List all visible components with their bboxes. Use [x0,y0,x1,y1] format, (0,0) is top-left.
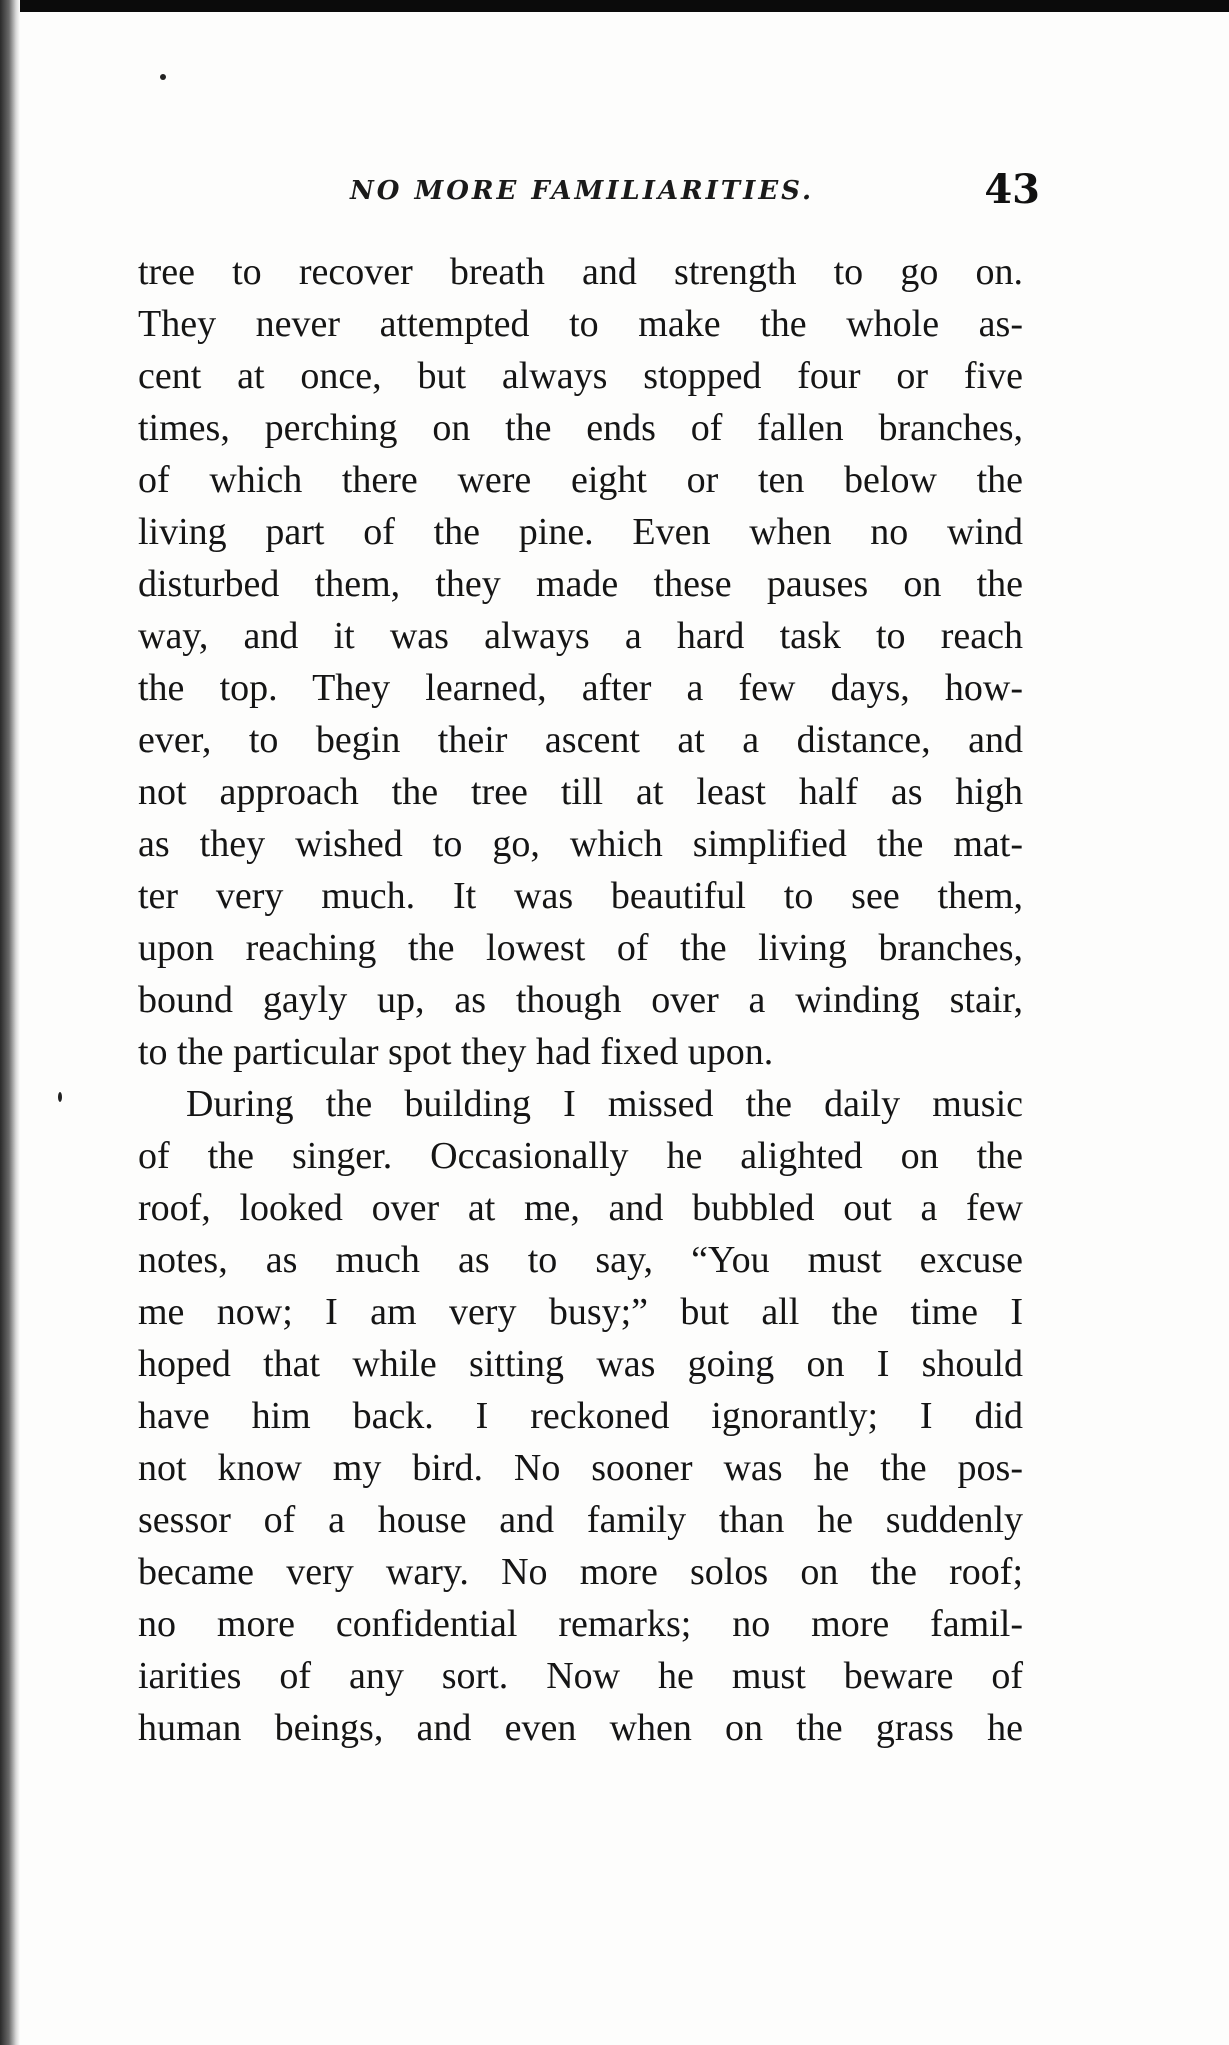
page-number: 43 [984,166,1040,213]
scan-binding-edge [0,0,20,2045]
text-line: ever, to begin their ascent at a distance, and [138,719,1023,761]
text-line: have him back. I reckoned ignorantly; I did [138,1395,1023,1437]
text-line: to the particular spot they had fixed upon. [138,1031,774,1073]
text-line: upon reaching the lowest of the living branches, [138,927,1023,969]
text-line: ter very much. It was beautiful to see them, [138,875,1023,917]
text-line: tree to recover breath and strength to go on. [138,251,1023,293]
text-line: notes, as much as to say, “You must excuse [138,1239,1023,1281]
body-text [138,246,1023,1754]
text-line: of the singer. Occasionally he alighted on the [138,1135,1023,1177]
text-line: living part of the pine. Even when no wind [138,511,1023,553]
text-line: as they wished to go, which simplified the mat- [138,823,1023,865]
text-line: no more confidential remarks; no more famil- [138,1603,1023,1645]
text-line: me now; I am very busy;” but all the time I [138,1291,1023,1333]
scan-top-edge [0,0,1229,12]
text-line: not approach the tree till at least half as high [138,771,1023,813]
text-line: way, and it was always a hard task to reach [138,615,1023,657]
text-line: times, perching on the ends of fallen branches, [138,407,1023,449]
text-line: cent at once, but always stopped four or five [138,355,1023,397]
text-line: bound gayly up, as though over a winding stair, [138,979,1023,1021]
text-line: not know my bird. No sooner was he the pos- [138,1447,1023,1489]
running-head [140,166,1040,232]
ink-speck [58,1092,62,1102]
text-line: of which there were eight or ten below the [138,459,1023,501]
text-line: became very wary. No more solos on the roof; [138,1551,1023,1593]
text-line: disturbed them, they made these pauses on the [138,563,1023,605]
text-line: hoped that while sitting was going on I should [138,1343,1023,1385]
ink-speck [160,74,166,80]
text-line: roof, looked over at me, and bubbled out a few [138,1187,1023,1229]
paragraph-start-line: During the building I missed the daily music [186,1083,1023,1125]
text-line: They never attempted to make the whole as- [138,303,1023,345]
text-line: human beings, and even when on the grass he [138,1707,1023,1749]
text-line: sessor of a house and family than he suddenly [138,1499,1023,1541]
text-line: iarities of any sort. Now he must beware of [138,1655,1023,1697]
text-line: the top. They learned, after a few days, how- [138,667,1023,709]
running-title: NO MORE FAMILIARITIES. [350,176,815,206]
